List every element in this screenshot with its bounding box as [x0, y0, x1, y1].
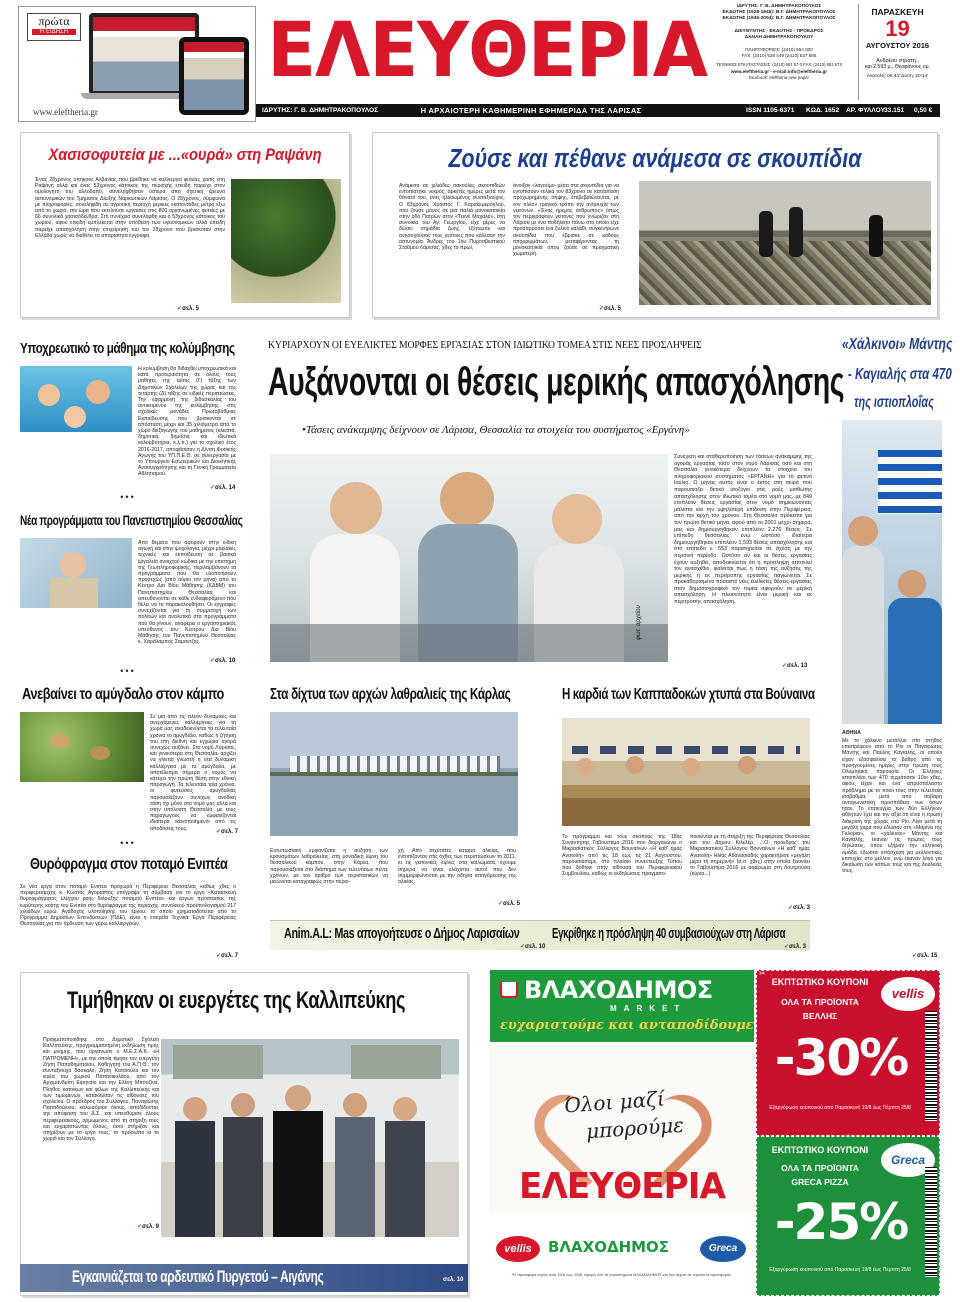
main-body: Συνέχιση και σταθεροποίηση των τάσεων ανάκαμψης της αγοράς εργασίας τόσο στον νομό Λάρισας όσο και στη Θεσσαλία γενικότερα δείχνουν τα στοιχεία του πληροφοριακού συστήματος «ΕΡΓΑΝΗ» για το φετινό Ιούλιο. Ο μήνας αυτός είναι ο έκτος στη σειρά που παρουσιάζει θετικό ισοζύγιο στις ροές μισθωτής απασχόλησης στον ιδιωτικό τομέα στο νομό μας, με 849 επιπλέον θέσεις εργασίας στον νομό σημειώνοντας μάλιστα και την υψηλότερη επίδοση στην Περιφέρεια, από την αρχή του χρόνου. Στη Θεσσαλία πρόκειται για τον πρώτο θετικό μήνα, αφού από το 2001 μέχρι σήμερα, μας και δημιουργήθηκαν επιπλέον 2.276 θέσεις. Σε επίπεδο θεσσαλίας ενώ ωστόσο ιδιαίτερα δημιουργήθηκαν επιπλέον 1.593 θέσεις απασχόλησης και στο επίπεδο ν. 553 παρατηρείται σε σχέση με την περσινή περίοδο. Ωστόσο αν και οι θέσεις εργασίας έχουν αυξηθεί, αποδεικνύεται ότι η προσληψη αποτελεί τον ανασχέθιο, φαίνεται πως η τάση της αύξησης της μερικής ή εκ περιτροπής εργασίας παγιώνεται. Σε προκαθορισμένο ποσοστό νέες ευέλικτες θέσεις εργασίας στον δημοσιογραφικό τον τομέα αφορούν σε μερική απασχόληση. Η πλειονότητα είναι μερική και εκ περιτροπής απασχόληση.: [674, 454, 812, 606]
coupon-discount: -30%: [774, 1029, 908, 1087]
contact-line: ΠΛΗΡΟΦΟΡΙΕΣ: (2410) 554 000: [745, 47, 813, 53]
press-conference-photo: [562, 718, 810, 826]
main-subhead: •Τάσεις ανάκαμψης δείχνουν σε Λάρισα, Θεσσαλία τα στοιχεία του συστήματος «Εργάνη»: [302, 424, 690, 436]
page-ref[interactable]: ✓σελ. 15: [912, 953, 938, 959]
dam-title[interactable]: Θυρόφραγμα στον ποταμό Ενιπέα: [30, 856, 228, 873]
barcode: [925, 1167, 937, 1277]
swim-title[interactable]: Υποχρεωτικό το μάθημα της κολύμβησης: [20, 340, 235, 357]
page-ref[interactable]: ✓σελ. 5: [498, 901, 520, 907]
bar-price: 0,50 €: [914, 107, 933, 114]
bar-issue-number: 33.151: [884, 107, 905, 114]
month-year: ΑΥΓΟΥΣΤΟΥ 2016: [865, 41, 930, 50]
story-body: Πραγματοποιήθηκε στο Δημοτικό Σχολείο Καλλιπεύκης, προγραμματισμένη εκδήλωση τιμής και μνήμης, που οργάνωσε ο Μ.Ε.Σ.Α.Κ. «Η ΠΑΤΡΟΜΕΝΗ», με την οποία τίμησε τον ευεργέτη Ζήση Παπαδημητρίου, Καθηγητή του Α.Π.Θ., τον συνταξιούχο δάσκαλο, Ζήση Κατσιούλα και τον ιερέα του χωριού Παπανικολάου, από τον Αρχιμανδρίτη Ειρηναίο και την Ελένη Μπουζίνα. Πλήθος κατοίκων και φίλων της Καλλιπεύκης και των τιμώμενων, κατακλύσαν τις αίθουσες του σχολείου. Ο πρόεδρος του Συλλόγου, Παναγιώτης Παπαδούλιου, καλωσόρισε όλους, αποδίδοντας την απόφαση του Δ.Σ. και υπενθύμισε όλους περιφερειακούς, ορμώμενος από τη στήριξη τους και ευχαριστώντας όλους, όσοι στήριξαν και στηρίζουν με το έργο τους, το πρόσωπο κι το χωριό και τον Σύλλογο.: [43, 1037, 159, 1143]
hearts-line-2: μπορούμε: [585, 1112, 685, 1144]
coupon-head: ΕΚΠΤΩΤΙΚΟ ΚΟΥΠΟΝΙ: [771, 1145, 869, 1155]
story-col-2: άνοιξαν «λαγούμι» μέσα στα σκουπίδια για να εντοπίσουν τελικά τον 83χρονο σε κατάσταση προχωρημένης σήψης, επιβεβαιώνοντας με τον πλέον τραγικό τρόπο την ανησυχία των γειτόνων. «Ένας ήρεμος άνθρωπος» όπως τον περιγράφουν γείτονες που γνώριζαν στη Λάρισα με ένα ποδήλατο πάνω στο οποίο είχε προσαρμόσει ένα ξύλινο καλάθι, συγκέντρωνε σκουπίδια που έβρισκε σε κάδους απορριμμάτων, μεταφέροντας τη μονοκατοικία όπου ζούσε σε πραγματική χωματερή.: [513, 183, 619, 258]
date-box: [858, 4, 936, 100]
story-title[interactable]: Τιμήθηκαν οι ευεργέτες της Καλλιπεύκης: [67, 987, 406, 1014]
sailing-title-3[interactable]: της ιστιοπλοΐας: [854, 394, 934, 411]
ad-paper-name: ΕΛΕΥΘΕΡΙΑ: [518, 1166, 726, 1207]
story-title[interactable]: Ζούσε και πέθανε ανάμεσα σε σκουπίδια: [448, 143, 862, 173]
ad-footer: [490, 1212, 754, 1296]
tablet-illustration: [179, 37, 249, 115]
page-ref[interactable]: ✓σελ. 10: [438, 1277, 464, 1283]
coupon-head: ΕΚΠΤΩΤΙΚΟ ΚΟΥΠΟΝΙ: [771, 977, 869, 987]
story-kallipefki[interactable]: [20, 972, 468, 1296]
bar-code: ΚΩΔ. 1652: [806, 107, 840, 114]
coupon-line-1: ΟΛΑ ΤΑ ΠΡΟΪΟΝΤΑ: [781, 1163, 859, 1173]
page-ref[interactable]: ✓σελ. 10: [520, 944, 546, 950]
bar-issue: ΑΡ. ΦΥΛΛΟΥ: [846, 107, 885, 114]
promo-box[interactable]: [18, 6, 256, 122]
masthead-bar: [256, 104, 940, 117]
coupon-fineprint: Εξαργύρωση κουπονιού από Παρασκευή 19/8 έως Πέμπτη 25/8: [769, 1267, 911, 1273]
univ-body: Από θέματα που αφορούν στην ειδική αγωγή και στην ψυχολογία, μέχρι μοριακές τεχνικές και εκπαίδευση σε βασικά εργαλεία ανοιχτού κώδικα με την επιστήμη της Γεωπληροφορικής, περιλαμβάνουν τα προγράμματα που θα υλοποιήσουν προσεχώς (από αύριο τον μήνα) από το Κέντρο Δια Βίου Μάθησης (ΚΔΒΜ) του Πανεπιστημίου Θεσσαλίας και απευθύνονται σε κάθε ενδιαφερόμενο που θέλει να τα παρακολουθήσει. Οι εγγραφές συνεχίζονται για τη συμμετοχή των πολιτών και αναλυτικά στα προγράμματα που θα γίνουν, αναφέρει ο εργαστηριακός υπεύθυνος του Κέντρου Δια Βίου Μάθησης του Πανεπιστημίου Θεσσαλίας κ. Χαράλαμπος Σαμαντζής.: [138, 540, 236, 646]
story-col-1: Ανάμεσα σε χιλιάδες σακούλες σκουπιδιών εντοπίστηκε νεκρός, αρκετές ημέρες μετά τον θάνατό του, ένας ηλικιωμένος συνταξιούχος. Ο 83χρονος Χρήστος Γ. Καρακεμερόγλου, που ζούσε μόνος σε μια παλιά μονοκατοικία στην οδό Πατρών στον «Τεκνέ Μαχαλά», στη συνοικία του Αγ. Γεωργίου, είχε μέρες να δώσει σημάδια ζωής, εξέπεμπε και ανησυχούσαν τους γείτονες που κάλεσαν την αστυνομία. Άνδρες του 1ου Πυροσβεστικού Σταθμού Λάρισας, χθες το πρωί,: [399, 183, 505, 252]
page-ref[interactable]: ✓σελ. 14: [210, 485, 236, 491]
dam-body: Σε νέα έργα στον ποταμό Ενιπέα προχωρά η Περιφέρεια Θεσσαλίας καθώς χθες ο περιφερειάρχης κ. Κώστας Αγοραστός υπέγραψε τη σύμβαση για το έργο «Κατασκευή θυροφράγματος ελέγχου ροής διόρυξης ποταμού Ενιπέα» και έργων προστασίας της ευρύτερης κοίτης του Ενιπέα στο θυρόφραγμα της περιοχής, συνολικού προϋπολογισμού 217 χιλιάδων ευρώ. Ανάδοχος υλοποίησης του έργου, το οποίο χρηματοδοτείται από το Πρόγραμμα Δημοσίων Επενδύσεων (ΠΔΕ), είναι η εταιρεία Τεχνικά Έργα Περιφέρειας Θεσσαλίας για την άρδευση των γύρω καλλιεργειών.: [20, 884, 236, 928]
hearts-area: [490, 1042, 754, 1212]
cannabis-photo: [231, 179, 341, 303]
footer-banner[interactable]: [20, 1264, 468, 1292]
page-ref[interactable]: ✓σελ. 3: [788, 905, 810, 911]
garbage-photo: [639, 181, 931, 305]
pelicans-photo: [270, 712, 518, 836]
ceremony-photo: [161, 1039, 459, 1237]
sun-times: Ανατολή: 06:44' Δύση: 20:14': [866, 74, 929, 79]
founder-line: ΕΚΔΟΤΗΣ (1945-2004): Β.Γ. ΔΗΜΗΤΡΑΚΟΠΟΥΛΟΣ: [722, 16, 836, 22]
kapp-col-1: Το πρόγραμμα και τους σκοπούς της 18ης Συνάντησης Γαβουστιμα 2016 που διοργανώνει ο Μικρασιατικός Σύλλογος Βουναίνων «Η καθ' ημάς Ανατολή» από τις 18 έως τις 21 Αυγούστου, παρουσιάσαμε, στο πλαίσιο συνέντευξης Τύπου που δόθηκε στην αίθουσα του Περιφερειακού Συμβουλίου, καθώς οι εκδηλώσεις πραγματο-: [562, 834, 682, 878]
sailing-dateline: ΑΘΗΝΑ: [842, 730, 861, 736]
strip-left-headline[interactable]: Anim.A.L: Mas απογοήτευσε ο Δήμος Λαρισαίων: [284, 925, 520, 942]
main-headline[interactable]: Αυξάνονται οι θέσεις μερικής απασχόλησης: [268, 360, 845, 404]
coupon-badge: Greca: [881, 1143, 935, 1177]
office-workers-photo: [270, 454, 668, 662]
cart-icon: [500, 982, 518, 998]
kapp-col-2: ποιούνται με τη στήριξη της Περιφέρειας Θεσσαλίας και του Δήμου Κιλελέρ. ...Ο πρόεδρος του Μικρασιατικού Συλλόγου Βουναίνων «Η καθ' ημάς Ανατολή» Ηλίας Αθανασιάδης χαρακτήρισε «μεγάλη μέρα τη σημερινή» (σ.σ. χθες) στην οποία ξεκινάει το Γαβουστίμα 2016 με αφιέρωμα στη Λουτρούσα (κύρια...): [690, 834, 810, 878]
vellis-logo: vellis: [496, 1236, 540, 1262]
almond-body: Σε μια από τις πλέον δυναμικές και ανερχόμενες καλλιέργειες για τη χώρα μας αναδεικνύεται τα τελευταία χρόνια το αμύγδαλο, καθώς η ζήτηση του στη διεθνή και εγχώρια αγορά συνεχώς αυξάνει. Στο νομό Λάρισας, και γενικότερα στη Θεσσαλία, αρχίζει να γίνεται γνωστή η νέα δυναμική καλλιέργεια με τα αμύγδαλα, με αποτέλεσμα σήμερα ο νομός να κατέχει την πρώτη θέση στην εθνική παραγωγή. Τα τελευταία τρία χρόνια, οι φυτεύσεις αμυγδαλιάς παρουσιάζουν συνεχώς ανοδική τάση όχι μόνο στο νομό μας αλλά και στην υπόλοιπη Θεσσαλία, με τους παραγωγούς να εμφανίζονται ιδιαίτερα ικανοποιημένοι από τις αποδόσεις τους.: [150, 714, 236, 832]
coupon-fineprint: Εξαργύρωση κουπονιού από Παρασκευή 19/8 έως Πέμπτη 25/8: [769, 1105, 911, 1111]
hearts-line-1: Όλοι μαζί: [563, 1086, 666, 1118]
story-garbage[interactable]: [372, 132, 938, 318]
sailing-title-1[interactable]: «Χάλκινοι» Μάντης: [842, 336, 953, 353]
page-ref[interactable]: ✓σελ. 9: [137, 1224, 159, 1230]
sailing-body: Με το χάλκινο μετάλλιο στο στήθος επιστρέφουν από το Ρίο οι Παναγιώτης Μάντης και Παύλος Καγιαλής, οι οποίοι είχαν εξασφαλίσει το βάθρο από τις προηγούμενες ημέρες στην πρώτη τους Ολυμπιακή παρουσία. Οι Έλληνες ιστιοπλόοι των 470 τερμάτισαν 10οι χθες, αφού είχαν και ένα απροσπέλαστο πρόβλημα με το ποιοι τους στην τελευταία ισοβαθμία, μετά από σοβαρή ανταγωνιστική προσπάθεια των όσων ήταν. Το επίτευγμα των δύο Ελλήνων αθλητών έχει και την αξία ότι είναι η πρώτη διάκριση της χώρας στο Ρίο. Λίγο μετά τη μεγάλη χαρά που έδωσαν στη «Μαρίνα της Γκλόρια», οι «χάλκινοι» Μάντης και Καγιαλής, έκαναν τις πρώτες τους δηλώσεις, όπου εξήραν την ελληνική ομάδα, έδωσαν υπόσχεση για μελλοντικές επιτυχίες στο μέλλον, ενώ έκαναν λόγο για δικαίωση των κόπων τους και της δουλειάς τους.: [842, 738, 942, 875]
contact-line[interactable]: www.eleftheria.gr - e-mail:info@eleftheria.gr: [730, 68, 828, 74]
date-number: 19: [885, 16, 910, 41]
page-ref[interactable]: ✓σελ. 7: [216, 953, 238, 959]
story-body: Ένας 28χρονος υπήκοος Αλβανίας που βρέθηκε να καλλιεργεί φυτείες χασίς στη Ραψάνη αλλά και ένας 53χρονος κάτοικος της περιοχής επειδή παρείχε στον ομολογητή του αλλοδαπό, συνελήφθησαν ύστερα από σχετική έρευνα αστυνομικών του Τμήματος Δίωξης Ναρκωτικών Λάρισας. Ο 28χρονος, σύμφωνα με πληροφορίες, συνελήφθη σε αγροτική περιοχή μερικές εκατοντάδες μέτρα έξω από το χωριό, την ώρα που εκτελούσε εργασίες στις 800 οργανωμένες φυτείες με 66 συνολικά χασισόδενδρα. Στη συνέχεια συνελήφθη και ο 53χρονος κάτοικος του χωριού, αφού επειδή εμπλέκεται στην υπόθεση των υγειονομικών αλλά επειδή παρείχε απασχόληση στην επιχείρηση του τον 28χρονο που βρισκόταν στην Ελλάδα χωρίς να διαθέτει τα απαραίτητα έγγραφα.: [35, 177, 225, 239]
coupon-greca[interactable]: [756, 1136, 940, 1296]
coupon-line-2: ΒΕΛΛΗΣ: [802, 1011, 838, 1021]
karla-col-1: Εντυπωσιακή εμφανίζεται η αύξηση των κρουσμάτων λαθραλιείας, στη μοναδική λίμνη του θεσσαλικού κάμπου, στην Κάρλα, που παρουσιάζεται στο διάστημα των τελευταίων πέντε χρόνων, με τον αριθμό των περιστατικών να μειώνεται καταγραφώς στην περιο-: [270, 848, 388, 886]
masthead-info: [704, 4, 854, 100]
coupon-discount: -25%: [774, 1193, 908, 1251]
kapp-title[interactable]: Η καρδιά των Καππαδοκών χτυπά στα Βούναινα: [562, 686, 815, 703]
page-ref[interactable]: ✓σελ. 7: [216, 829, 238, 835]
saint-name-2: και 2.593 μ., Θεοφάνους ομ.: [864, 64, 931, 70]
separator: •••: [120, 838, 136, 848]
weekday: ΠΑΡΑΣΚΕΥΗ: [871, 7, 924, 17]
footer-headline[interactable]: Εγκαινιάζεται το αρδευτικό Πυργετού – Αιγάνης: [72, 1267, 324, 1286]
promo-label: πρώτα Η ΕΙΔΗΣΗ: [27, 13, 81, 41]
founder-line: ΕΚΔΟΤΗΣ (1928-1945): Β.Γ. ΔΗΜΗΤΡΑΚΟΠΟΥΛΟΣ: [722, 10, 836, 16]
bar-issn: ISSN 1105-6371: [746, 107, 795, 114]
vlachodimos-ad[interactable]: [490, 970, 754, 1296]
coupon-vellis[interactable]: [756, 970, 940, 1136]
barcode: [925, 1011, 937, 1121]
newspaper-title: ΕΛΕΥΘΕΡΙΑ: [267, 5, 708, 94]
page-ref[interactable]: ✓σελ. 5: [599, 306, 621, 312]
coupon-line-2: GRECA PIZZA: [791, 1177, 849, 1187]
mid-strip: [270, 920, 810, 950]
scissors-icon: ✂: [759, 970, 766, 978]
story-hashish[interactable]: [20, 132, 350, 318]
ad-slogan: ευχαριστούμε και ανταποδίδουμε: [500, 1018, 754, 1033]
ad-brand: ΒΛΑΧΟΔΗΜΟΣ: [524, 976, 713, 1004]
separator: •••: [120, 492, 136, 502]
page-ref[interactable]: ✓σελ. 10: [210, 658, 236, 664]
photo-credit: φωτ. αρχείου: [636, 605, 642, 640]
page-ref[interactable]: ✓σελ. 13: [782, 663, 808, 669]
page-ref[interactable]: ✓σελ. 3: [784, 944, 806, 950]
bar-founder: ΙΔΡΥΤΗΣ: Γ. Β. ΔΗΜΗΤΡΑΚΟΠΟΥΛΟΣ: [262, 107, 379, 114]
sailors-photo: [842, 420, 942, 724]
bar-tagline: Η ΑΡΧΑΙΟΤΕΡΗ ΚΑΘΗΜΕΡΙΝΗ ΕΦΗΜΕΡΙΔΑ ΤΗΣ ΛΑΡΙΣΑΣ: [420, 106, 642, 115]
main-kicker: ΚΥΡΙΑΡΧΟΥΝ ΟΙ ΕΥΕΛΙΚΤΕΣ ΜΟΡΦΕΣ ΕΡΓΑΣΙΑΣ ΣΤΟΝ ΙΔΙΩΤΙΚΟ ΤΟΜΕΑ ΣΤΙΣ ΝΕΕΣ ΠΡΟΣΛΗΨΕΙΣ: [268, 340, 702, 351]
swim-body: Η κολύμβηση θα διδαχθεί υποχρεωτικά και κατά προτεραιότητα σε όλους τους μαθητές της τρίτης (Γ) τάξης των Δημοτικών Σχολείων της χώρας και της τετάρτης (Δ) τάξης σε ειδικές περιπτώσεις. Την εφαρμογή της διδασκαλίας του αντικειμένου της κολύμβησης στις σχολικές μονάδες Πρωτοβάθμιας Εκπαίδευσης που βρίσκονται σε απόσταση μέχρι και 35 χιλιόμετρα από το χώρο διεξαγωγής του μαθήματος (κλειστά, δημοτικά, δημόσια και ιδιωτικά κολυμβητήρια, κ.λ.π.) για το σχολικό έτος 2016-2017, αποφάσισαν η Δ/νση Φυσικής Αγωγής του ΥΠ.Π.Ε.Θ. σε συνεργασία με το Υπουργείο Εσωτερικών και Διοικητικής Ανασυγκρότησης και τη Γενική Γραμματεία Αθλητισμού.: [138, 366, 236, 478]
strip-right-headline[interactable]: Εγκρίθηκε η πρόσληψη 40 συμβασιούχων στη Λάρισα: [552, 925, 786, 942]
ad-brand-sub: MARKET: [610, 1004, 687, 1013]
ad-fineprint: *Η προσφορά ισχύει από 19/8 έως 25/8, αφορά όλα τα καταστήματα ΒΛΑΧΟΔΗΜΟΣ και δεν ισχύει σε προϊόντα προσφοράς.: [511, 1272, 733, 1277]
coupon-line-1: ΟΛΑ ΤΑ ΠΡΟΪΟΝΤΑ: [781, 997, 859, 1007]
director-line: ΔΑΝΑΗ ΔΗΜΗΤΡΑΚΟΠΟΥΛΟΥ: [744, 34, 814, 40]
page-ref[interactable]: ✓σελ. 5: [177, 306, 199, 312]
sailing-title-2[interactable]: - Καγιαλής στα 470: [848, 366, 952, 383]
footer-brand: ΒΛΑΧΟΔΗΜΟΣ: [548, 1238, 670, 1256]
contact-line: ΤΕΧΝΙΚΕΣ ΕΓΚΑΤΑΣΤΑΣΕΙΣ: (2410) 661 57 0 FAX: (2410) 661 573: [716, 62, 842, 68]
univ-title[interactable]: Νέα προγράμματα του Πανεπιστημίου Θεσσαλίας: [20, 512, 243, 528]
founder-line: ΙΔΡΥΤΗΣ: Γ. Β. ΔΗΜΗΤΡΑΚΟΠΟΥΛΟΣ: [736, 4, 822, 9]
story-title[interactable]: Χασισοφυτεία με ...«ουρά» στη Ραψάνη: [48, 145, 322, 164]
contact-line: FAX: (2410) 536 449 (2410) 537 585: [741, 53, 817, 59]
promo-url[interactable]: www.eleftheria.gr: [33, 107, 98, 117]
almond-title[interactable]: Ανεβαίνει το αμύγδαλο στον κάμπο: [22, 686, 224, 703]
saint-name: Ανδρέου στρατη.,: [876, 58, 919, 64]
separator: •••: [120, 666, 136, 676]
contact-line[interactable]: facebook: eleftheria new paper: [748, 74, 810, 80]
karla-col-2: χή. Από ταχύτατες καταμα αλιείας, που εντοπίζονταν στις όχθες των περιπτώσεων το 2011, κι τις γειτονικές λίμνες στα κοιλώματα, έχουμε σήμερα να είναι ελάχιστα αυτοί που δεν συμμορφώνονται με την οδηγία απαγόρευσης της αλιείας.: [398, 848, 516, 886]
greca-logo: Greca: [700, 1236, 746, 1262]
director-line: ΔΙΕΥΘΥΝΤΗΣ - ΕΚΔΟΤΗΣ - ΠΡΟΕΔΡΟΣ: [734, 28, 824, 34]
coupon-badge: vellis: [881, 977, 935, 1011]
karla-title[interactable]: Στα δίχτυα των αρχών λαθραλιείς της Κάρλας: [270, 686, 511, 703]
